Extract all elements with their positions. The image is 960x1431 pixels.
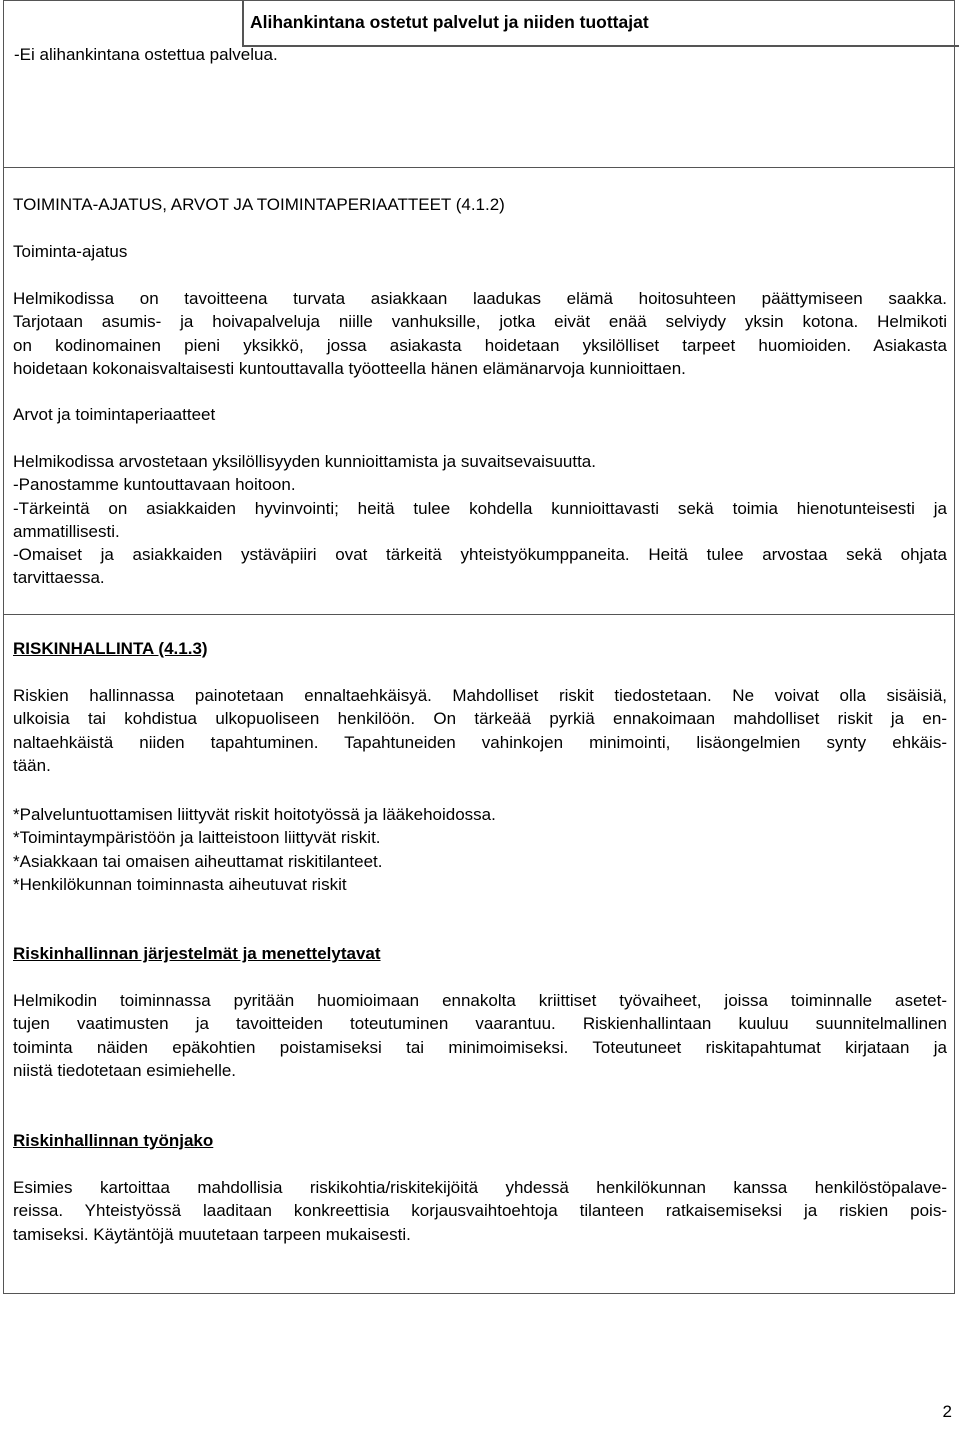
section-title-values: TOIMINTA-AJATUS, ARVOT JA TOIMINTAPERIAATTEET (4.1.2) [13,195,505,214]
text-line: Riskien hallinnassa painotetaan ennaltaehkäisyä. Mahdolliset riskit tiedostetaan. Ne voivat olla sisäisiä, [13,686,947,705]
top-table [3,0,955,168]
paragraph-risk-intro [13,684,947,777]
text-line: niistä tiedotetaan esimiehelle. [13,1060,237,1080]
text-line: Helmikodissa arvostetaan yksilöllisyyden kunnioittamista ja suvaitsevaisuutta. [13,452,596,471]
text-line: -Panostamme kuntouttavaan hoitoon. [13,475,296,495]
paragraph-risk-division [13,1176,947,1246]
paragraph-arvot [13,450,947,590]
text-line: tamiseksi. Käytäntöjä muutetaan tarpeen mukaisesti. [13,1224,411,1244]
paragraph-risk-systems [13,989,947,1082]
text-line: -Tärkeintä on asiakkaiden hyvinvointi; heitä tulee kohdella kunnioittavasti sekä toimia hienotunteisesti ja [13,498,947,518]
list-item: *Toimintaympäristöön ja laitteistoon liittyvät riskit. [13,828,381,848]
subheading-risk-systems: Riskinhallinnan järjestelmät ja menettelytavat [13,944,381,963]
paragraph-toiminta-ajatus [13,287,947,380]
table-header: Alihankintana ostetut palvelut ja niiden tuottajat [250,12,649,32]
text-line: Esimies kartoittaa mahdollisia riskikohtia/riskitekijöitä yhdessä henkilökunnan kanssa henkilöstöpalave- [13,1178,947,1197]
text-line: -Omaiset ja asiakkaiden ystäväpiiri ovat tärkeitä yhteistyökumppaneita. Heitä tulee arvostaa sekä ohjata [13,545,947,565]
text-line: ammatillisesti. [13,521,120,541]
text-line: toiminta näiden epäkohtien poistamiseksi tai minimoimiseksi. Toteutuneet riskitapahtumat kirjataan ja [13,1037,947,1057]
text-line: on kodinomainen pieni yksikkö, jossa asiakasta hoidetaan yksilölliset tarpeet huomioiden. Asiakasta [13,335,947,355]
table-divider [242,45,959,47]
risk-list [13,803,947,896]
list-item: *Palveluntuottamisen liittyvät riskit hoitotyössä ja lääkehoidossa. [13,805,496,824]
text-line: tään. [13,755,51,775]
table-divider [242,1,244,46]
text-line: Helmikodin toiminnassa pyritään huomioimaan ennakolta kriittiset työvaiheet, joissa toiminnalle asetet- [13,991,947,1010]
text-line: ulkoisia tai kohdistua ulkopuoliseen henkilöön. On tärkeää pyrkiä ennakoimaan mahdolliset riskit ja en- [13,709,947,729]
subheading-toiminta-ajatus: Toiminta-ajatus [13,242,128,261]
text-line: tarvittaessa. [13,568,105,588]
text-line: reissa. Yhteistyössä laaditaan konkreettisia korjausvaihtoehtoja tilanteen ratkaisemiseksi ja riskien pois- [13,1201,947,1221]
text-line: hoidetaan kokonaisvaltaisesti kuntouttavalla työotteella hänen elämänarvoja kunnioittaen. [13,358,686,378]
subheading-risk-division: Riskinhallinnan työnjako [13,1131,214,1150]
subheading-arvot: Arvot ja toimintaperiaatteet [13,405,216,424]
text-line: Tarjotaan asumis- ja hoivapalveluja niille vanhuksille, jotka eivät enää selviydy yksin kotona. Helmikoti [13,312,947,332]
page-number: 2 [942,1402,952,1421]
section-title-risk: RISKINHALLINTA (4.1.3) [13,639,208,658]
list-item: *Asiakkaan tai omaisen aiheuttamat riskitilanteet. [13,851,383,871]
table-cell-text: -Ei alihankintana ostettua palvelua. [14,45,278,64]
list-item: *Henkilökunnan toiminnasta aiheutuvat riskit [13,874,347,894]
text-line: tujen vaatimusten ja tavoitteiden toteutuminen vaarantuu. Riskienhallintaan kuuluu suunnitelmallinen [13,1014,947,1034]
text-line: Helmikodissa on tavoitteena turvata asiakkaan laadukas elämä hoitosuhteen päättymiseen saakka. [13,289,947,308]
text-line: naltaehkäistä niiden tapahtuminen. Tapahtuneiden vahinkojen minimointi, lisäongelmien synty ehkäis- [13,732,947,752]
